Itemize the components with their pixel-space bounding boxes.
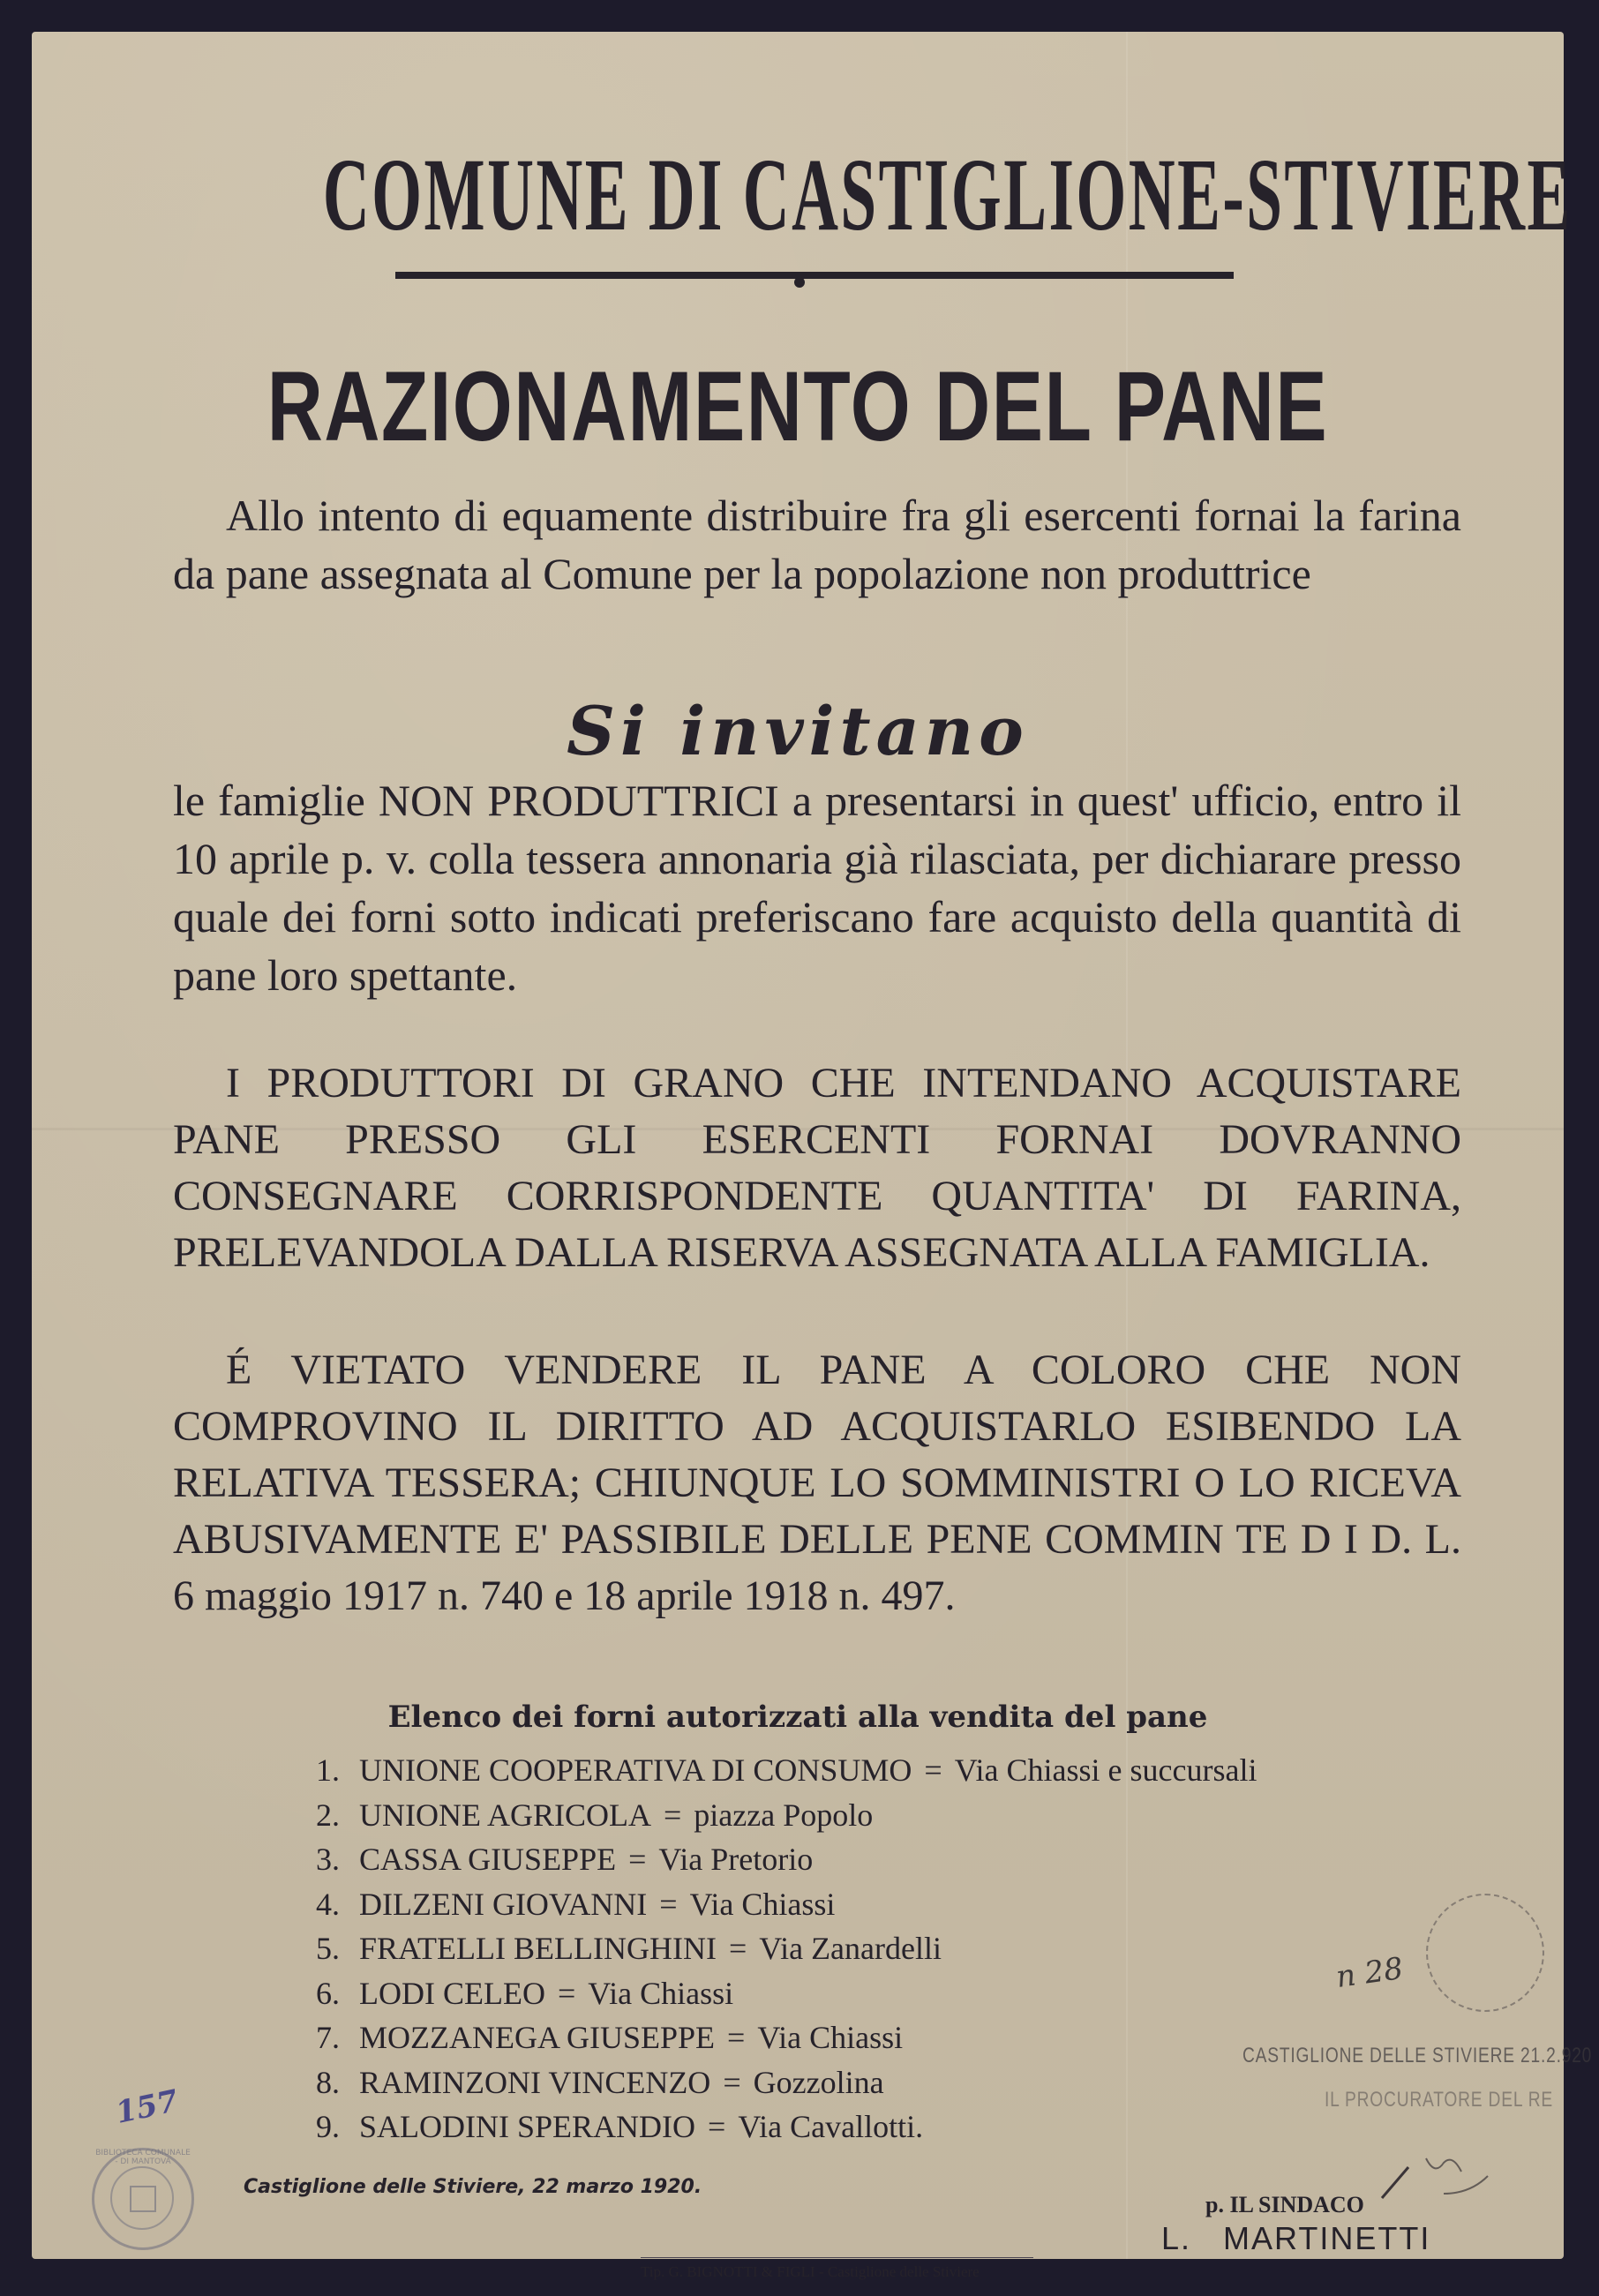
list-item: [316, 1926, 1419, 1971]
procurator-stamp: IL PROCURATORE DEL RE: [1325, 2088, 1553, 2112]
poster-paper: [32, 32, 1593, 2280]
prohibition-text: É VIETATO VENDERE IL PANE A COLORO CHE NON COMPROVINO IL DIRITTO AD ACQUISTARLO ESIBENDO LA RELATIVA TESSERA; CHIUNQUE LO SOMMINISTRI O LO RICEVA ABUSIVAMENTE E' PASSIBILE DELLE PENE COMMIN TE D I D. L. 6 maggio 1917 n. 740 e 18 aprile 1918 n. 497.: [173, 1347, 1461, 1619]
prohibition-paragraph: [173, 1342, 1461, 1624]
item-separator: =: [728, 1931, 747, 1966]
producers-text: I PRODUTTORI DI GRANO CHE INTENDANO ACQUISTARE PANE PRESSO GLI ESERCENTI FORNAI DOVRANNO CONSEGNARE CORRISPONDENTE QUANTITA' DI FARINA, PRELEVANDOLA DALLA RISERVA ASSEGNATA ALLA FAMIGLIA.: [173, 1060, 1461, 1276]
printer-rule: [641, 2257, 1033, 2258]
item-separator: =: [659, 1886, 678, 1922]
item-address: Gozzolina: [753, 2064, 884, 2100]
item-name: RAMINZONI VINCENZO: [359, 2064, 711, 2100]
round-stamp-icon: [1426, 1894, 1544, 2012]
item-separator: =: [708, 2109, 726, 2144]
inventory-number: 157: [112, 2083, 182, 2131]
invite-paragraph: le famiglie NON PRODUTTRICI a presentarsi in quest' ufficio, entro il 10 aprile p. v. colla tessera annonaria già rilasciata, per dichiarare presso quale dei forni sotto indicati preferiscano fare acquisto della quantità di pane loro spettante.: [173, 776, 1461, 1000]
item-name: CASSA GIUSEPPE: [359, 1842, 617, 1877]
item-number: 2.: [316, 1797, 340, 1833]
item-name: SALODINI SPERANDIO: [359, 2109, 696, 2144]
bakery-list: [316, 1748, 1419, 2150]
item-name: LODI CELEO: [359, 1975, 545, 2011]
printer-imprint: Tip. G. BIGNOTTI & FIGLI - Castiglione delle Stiviere: [641, 2263, 980, 2280]
item-address: Via Pretorio: [658, 1842, 814, 1877]
item-number: 5.: [316, 1931, 340, 1966]
item-number: 8.: [316, 2064, 340, 2100]
item-name: UNIONE AGRICOLA: [359, 1797, 651, 1833]
item-separator: =: [557, 1975, 576, 2011]
item-separator: =: [663, 1797, 682, 1833]
list-item: [316, 1882, 1419, 1927]
item-separator: =: [727, 2020, 746, 2055]
item-name: FRATELLI BELLINGHINI: [359, 1931, 717, 1966]
list-item: [316, 1837, 1419, 1882]
item-name: UNIONE COOPERATIVA DI CONSUMO: [359, 1752, 912, 1788]
item-address: Via Zanardelli: [759, 1931, 942, 1966]
bakery-list-title: Elenco dei forni autorizzati alla vendita del pane: [387, 1699, 1208, 1735]
item-separator: =: [628, 1842, 647, 1877]
reception-stamp: CASTIGLIONE DELLE STIVIERE 21.2.920: [1242, 2044, 1593, 2067]
signer-name: L. MARTINETTI: [1161, 2220, 1431, 2256]
place-date: Castiglione delle Stiviere, 22 marzo 1920.: [244, 2176, 702, 2198]
item-address: piazza Popolo: [694, 1797, 874, 1833]
item-address: Via Cavallotti.: [738, 2109, 924, 2144]
title-rule-ornament: [794, 277, 805, 288]
list-item: [316, 2105, 1419, 2150]
handwritten-note: n 28: [1333, 1950, 1406, 1996]
list-item: [316, 1793, 1419, 1838]
item-name: MOZZANEGA GIUSEPPE: [359, 2020, 716, 2055]
list-item: [316, 1971, 1419, 2016]
item-separator: =: [723, 2064, 741, 2100]
item-separator: =: [924, 1752, 942, 1788]
item-address: Via Chiassi: [689, 1886, 836, 1922]
signer-title: p. IL SINDACO: [1205, 2192, 1364, 2217]
list-item: [316, 1748, 1419, 1793]
item-name: DILZENI GIOVANNI: [359, 1886, 648, 1922]
title-rule: [395, 272, 1234, 279]
library-stamp-text: BIBLIOTECA COMUNALE - DI MANTOVA: [95, 2149, 191, 2166]
item-number: 6.: [316, 1975, 340, 2011]
poster-title: COMUNE DI CASTIGLIONE-STIVIERE: [322, 137, 1573, 252]
intro-text: Allo intento di equamente distribuire fra gli esercenti fornai la farina da pane assegnata al Comune per la popolazione non produttrice: [173, 491, 1461, 598]
item-address: Via Chiassi e succursali: [954, 1752, 1257, 1788]
item-address: Via Chiassi: [588, 1975, 734, 2011]
item-number: 7.: [316, 2020, 340, 2055]
item-number: 3.: [316, 1842, 340, 1877]
item-address: Via Chiassi: [757, 2020, 904, 2055]
item-number: 4.: [316, 1886, 340, 1922]
item-number: 1.: [316, 1752, 340, 1788]
invite-heading: Si invitano: [567, 692, 1029, 770]
crest-icon: [130, 2186, 156, 2212]
item-number: 9.: [316, 2109, 340, 2144]
signature-scribble-icon: [1373, 2150, 1514, 2202]
poster-subtitle: RAZIONAMENTO DEL PANE: [266, 351, 1329, 461]
library-stamp-icon: [92, 2148, 194, 2250]
intro-paragraph: [173, 486, 1461, 603]
producers-paragraph: [173, 1055, 1461, 1281]
